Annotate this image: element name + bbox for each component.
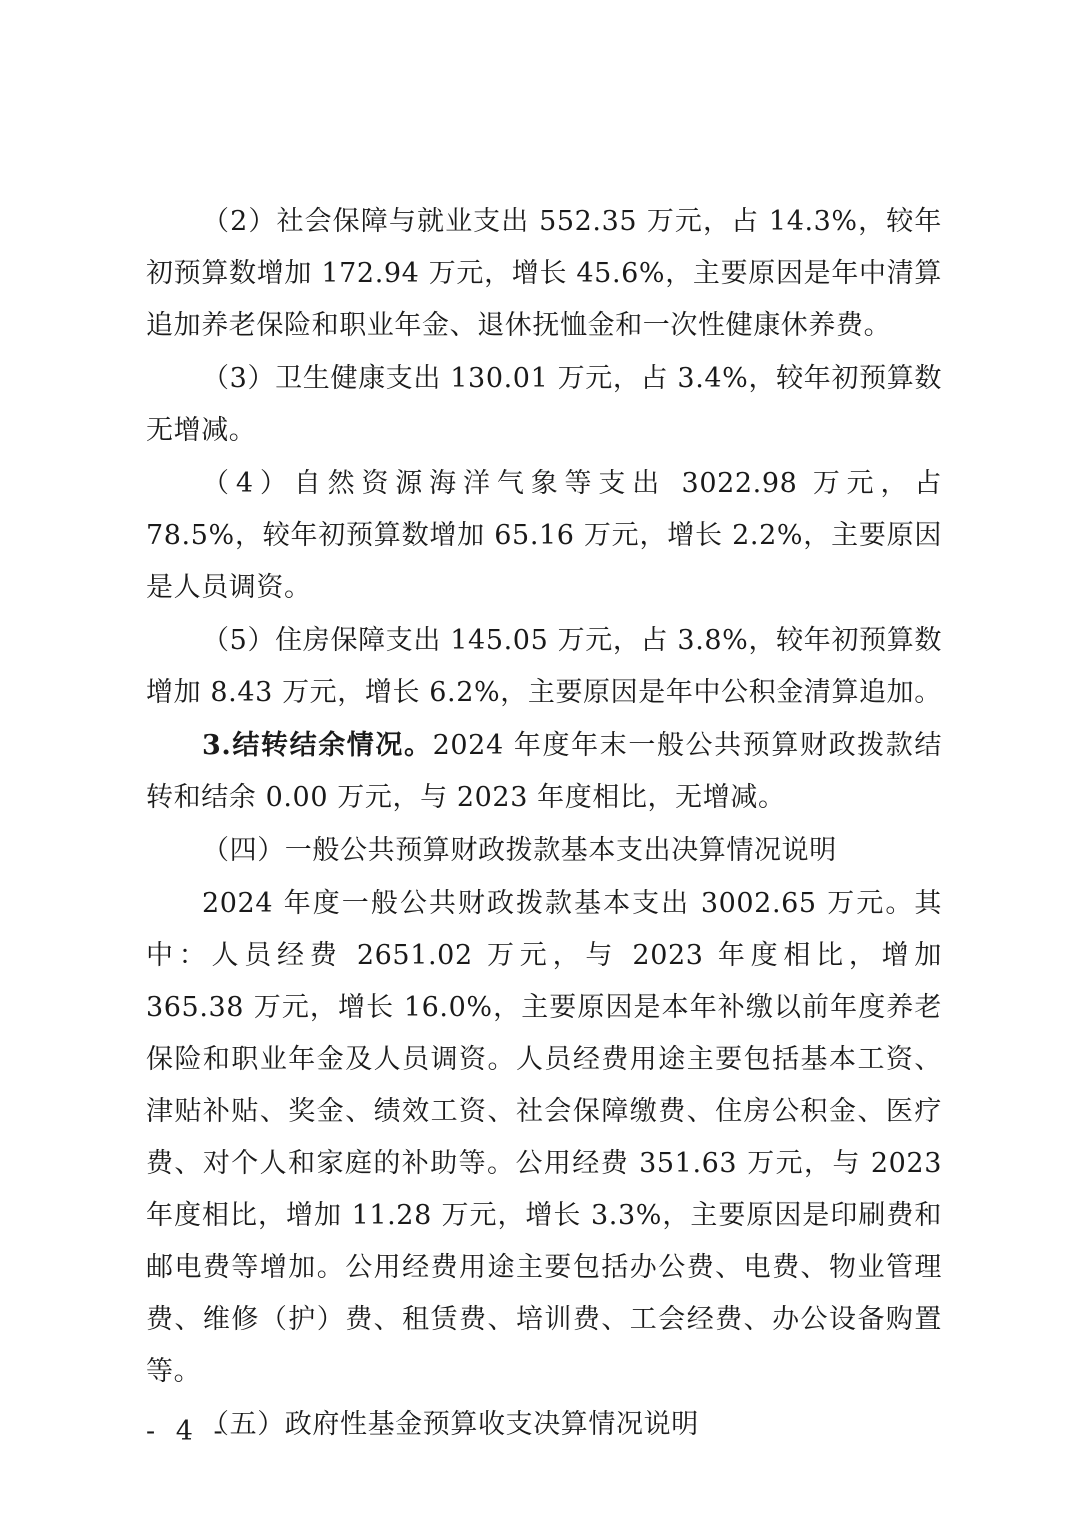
carryover-heading: 3.结转结余情况。 — [202, 730, 433, 761]
paragraph-health: （3）卫生健康支出 130.01 万元，占 3.4%，较年初预算数无增减。 — [146, 363, 942, 446]
paragraph-natural-resources: （4）自然资源海洋气象等支出 3022.98 万元，占 78.5%，较年初预算数增加 65.16 万元，增长 2.2%，主要原因是人员调资。 — [146, 468, 942, 603]
page-number: - 4 - — [146, 1416, 229, 1447]
paragraph-basic-expenditure: 2024 年度一般公共财政拨款基本支出 3002.65 万元。其中：人员经费 2651.02 万元，与 2023 年度相比，增加 365.38 万元，增长 16.0%，主要原因是本年补缴以前年度养老保险和职业年金及人员调资。人员经费用途主要包括基本工资、津贴补贴、奖金、绩效工资、社会保障缴费、住房公积金、医疗费、对个人和家庭的补助等。公用经费 351.63 万元，与 2023 年度相比，增加 11.28 万元，增长 3.3%，主要原因是印刷费和邮电费等增加。公用经费用途主要包括办公费、电费、物业管理费、维修（护）费、租赁费、培训费、工会经费、办公设备购置等。 — [146, 888, 942, 1387]
section-heading-government-fund: （五）政府性基金预算收支决算情况说明 — [202, 1409, 699, 1440]
paragraph-housing: （5）住房保障支出 145.05 万元，占 3.8%，较年初预算数增加 8.43 万元，增长 6.2%，主要原因是年中公积金清算追加。 — [146, 625, 942, 708]
carryover-text: 2024 年度年末一般公共预算财政拨款结转和结余 0.00 万元，与 2023 年度相比，无增减。 — [146, 730, 942, 813]
section-heading-basic-expenditure: （四）一般公共预算财政拨款基本支出决算情况说明 — [202, 835, 837, 866]
paragraph-social-security: （2）社会保障与就业支出 552.35 万元，占 14.3%，较年初预算数增加 172.94 万元，增长 45.6%，主要原因是年中清算追加养老保险和职业年金、退休抚恤金和一次性健康休养费。 — [146, 206, 942, 341]
body-text — [146, 196, 942, 1452]
paragraph-carryover — [146, 720, 942, 824]
